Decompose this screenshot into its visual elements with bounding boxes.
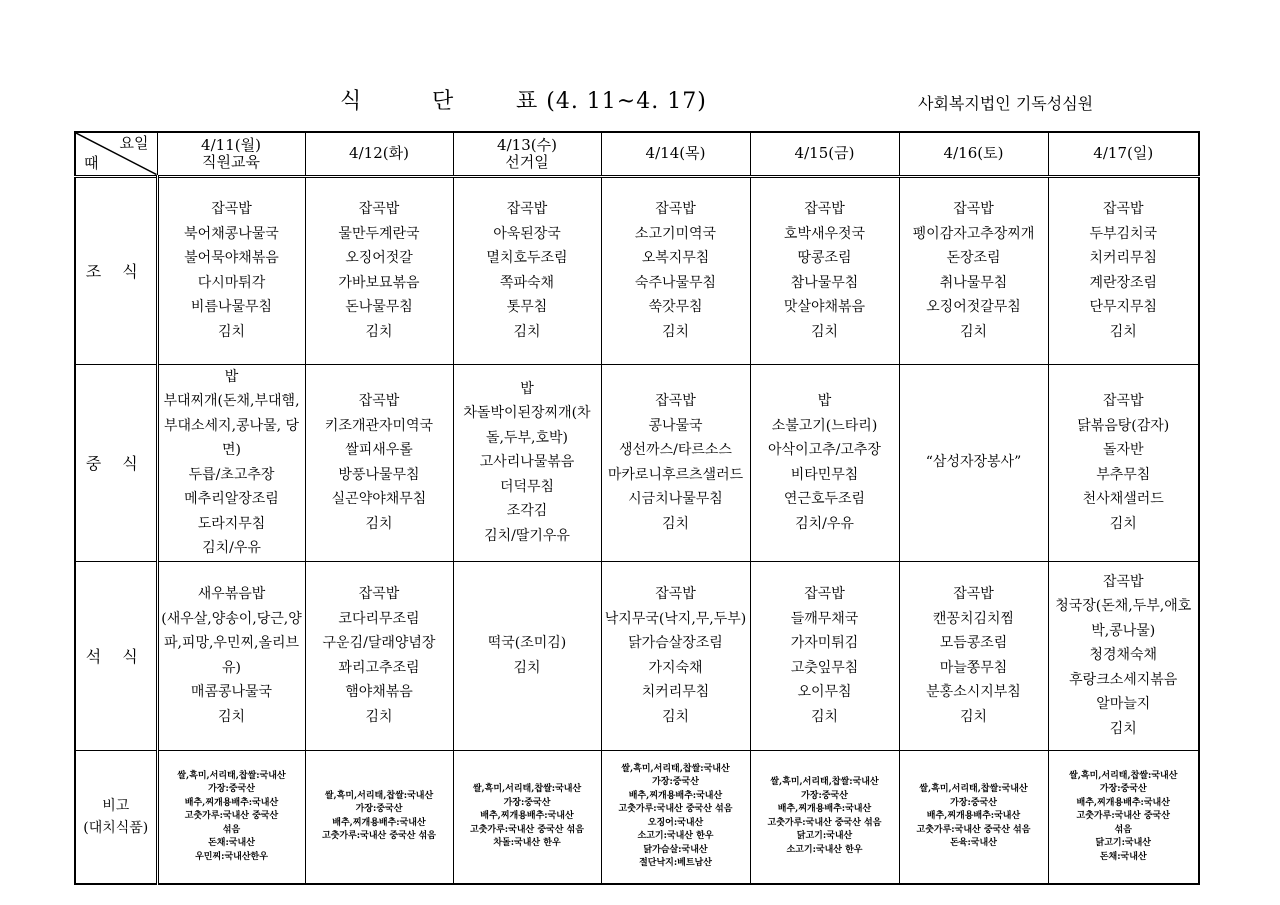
menu-item: 김치: [217, 323, 246, 340]
note-line: 쌀,흑미,서리태,찹쌀:국내산: [1069, 770, 1178, 781]
note-line: 배추,찌개용배추:국내산: [1076, 797, 1170, 808]
meal-label-line: (대치식품): [83, 819, 149, 836]
menu-item: 잡곡밥: [358, 586, 400, 602]
menu-item: 시금치나물무침: [628, 491, 723, 507]
menu-item: 돌자반: [1102, 442, 1144, 458]
menu-cell: [1048, 561, 1199, 750]
menu-item: 돈나물무침: [345, 299, 413, 315]
menu-item: 후랑크소세지볶음: [1069, 671, 1178, 688]
menu-item: 잡곡밥: [953, 201, 994, 217]
menu-cell: [453, 176, 601, 364]
menu-item: 김치: [513, 323, 541, 340]
menu-item: 북어채콩나물국: [184, 225, 279, 242]
note-line: 소고기:국내산 한우: [786, 844, 863, 855]
menu-item: 다시마튀각: [197, 274, 266, 291]
note-line: 쌀,흑미,서리태,찹쌀:국내산: [770, 777, 879, 788]
note-line: 절단낙지:베트남산: [639, 858, 712, 869]
menu-cell: [1048, 364, 1199, 561]
menu-cell: [750, 561, 899, 750]
menu-item: 비타민무침: [790, 466, 859, 483]
menu-item: 부대찌개(돈채,부대햄,부대소세지,콩나물, 당면): [163, 393, 300, 458]
note-cell: [750, 750, 899, 884]
meal-label-line: 비고: [102, 797, 130, 814]
menu-item: 콩나물국: [648, 417, 703, 434]
corner-day-label: 요일: [119, 134, 149, 152]
menu-item: 아욱된장국: [493, 225, 561, 242]
menu-item: 잡곡밥: [655, 201, 696, 217]
meal-plan-table: [74, 131, 1200, 885]
note-cell: [305, 750, 453, 884]
menu-item: 잡곡밥: [358, 201, 400, 217]
day-header-line: 4/13(수): [497, 135, 557, 154]
menu-item: 김치: [513, 659, 541, 676]
note-cell: [899, 750, 1048, 884]
meal-row-dinner: [75, 561, 1199, 750]
menu-item: 물만두계란국: [338, 225, 420, 242]
note-line: 가장:중국산: [652, 777, 699, 788]
note-line: 돈채:국내산: [1099, 851, 1147, 862]
menu-cell: [157, 364, 305, 561]
menu-item: 톳무침: [506, 299, 548, 315]
note-line: 가장:중국산: [503, 797, 551, 808]
header-row: [75, 132, 1199, 176]
menu-item: 잡곡밥: [953, 586, 994, 602]
menu-item: 실곤약야채무침: [331, 491, 427, 507]
day-header-4: [750, 132, 899, 176]
menu-item: 호박새우젓국: [783, 225, 866, 242]
menu-cell: [601, 176, 750, 364]
menu-item: 메추리알장조림: [184, 491, 279, 507]
note-line: 배추,찌개용배추:국내산: [332, 817, 426, 828]
menu-item: 불어묵야채볶음: [184, 250, 279, 266]
menu-cell: [899, 364, 1048, 561]
menu-item: 잡곡밥: [655, 393, 696, 409]
menu-item: 김치/우유: [795, 515, 854, 532]
menu-item: 오징어젓갈: [345, 250, 413, 266]
note-line: 쌀,흑미,서리태,찹쌀:국내산: [472, 784, 582, 794]
day-header-1: [305, 132, 453, 176]
note-cell: [1048, 750, 1199, 884]
menu-item: 청국장(돈채,두부,애호박,콩나물): [1055, 598, 1192, 639]
note-line: 가장:중국산: [801, 790, 848, 801]
note-line: 배추,찌개용배추:국내산: [777, 804, 872, 815]
menu-item: 부추무침: [1096, 466, 1151, 483]
menu-item: 천사채샐러드: [1082, 491, 1164, 507]
menu-item: 오이무침: [797, 684, 852, 700]
note-line: 고춧가루:국내산 중국산: [1076, 811, 1170, 821]
day-header-5: [899, 132, 1048, 176]
menu-item: 김치: [959, 323, 988, 340]
note-line: 소고기:국내산 한우: [637, 831, 714, 842]
day-header-line: 선거일: [505, 152, 549, 171]
note-line: 닭고기:국내산: [796, 831, 853, 842]
corner-meal-label: 때: [84, 153, 99, 172]
menu-item: 김치: [810, 708, 839, 725]
menu-item: 비름나물무침: [190, 299, 273, 315]
menu-item: (새우살,양송이,당근,양파,피망,우민찌,올리브유): [161, 610, 302, 676]
menu-item: 잡곡밥: [1102, 573, 1144, 590]
menu-item: 마카로니후르츠샐러드: [607, 466, 744, 483]
menu-item: 맛살야채볶음: [783, 299, 866, 315]
day-header-6: [1048, 132, 1199, 176]
note-cell: [157, 750, 305, 884]
menu-item: 단무지무침: [1089, 299, 1158, 315]
note-line: 돈채:국내산: [208, 838, 255, 848]
menu-item: 가바보묘볶음: [338, 274, 420, 291]
note-line: 고춧가루:국내산 중국산: [184, 811, 279, 821]
menu-cell: [601, 364, 750, 561]
meal-label: 석 식: [75, 561, 157, 750]
note-line: 배추,찌개용배추:국내산: [628, 790, 723, 801]
menu-item: “삼성자장봉사”: [925, 454, 1022, 471]
menu-cell: [453, 561, 601, 750]
menu-item: 햄야채볶음: [345, 684, 413, 700]
menu-item: 치커리무침: [1089, 250, 1158, 266]
note-line: 배추,찌개용배추:국내산: [480, 811, 574, 821]
menu-item: 마늘쫑무침: [939, 659, 1008, 676]
menu-item: 고사리나물볶음: [479, 454, 575, 471]
menu-item: 김치: [365, 708, 393, 725]
note-line: 배추,찌개용배추:국내산: [926, 811, 1021, 821]
menu-item: 계란장조림: [1089, 274, 1158, 291]
title-part-2: 단: [432, 89, 455, 114]
note-line: 쌀,흑미,서리태,찹쌀:국내산: [621, 763, 730, 774]
note-line: 차돌:국내산 한우: [493, 838, 561, 848]
note-line: 우민찌:국내산한우: [195, 851, 268, 862]
menu-item: 잡곡밥: [506, 201, 548, 217]
menu-item: 김치: [661, 708, 690, 725]
menu-item: 가지숙채: [648, 659, 703, 676]
menu-cell: [305, 176, 453, 364]
note-line: 쌀,흑미,서리태,찹쌀:국내산: [324, 790, 434, 801]
day-header-line: 4/16(토): [943, 144, 1004, 163]
note-line: 쌀,흑미,서리태,찹쌀:국내산: [177, 770, 286, 781]
day-header-line: 4/12(화): [349, 144, 409, 163]
page-title: [340, 84, 707, 115]
day-header-line: 4/14(목): [645, 144, 706, 163]
note-line: 돈육:국내산: [950, 838, 997, 848]
menu-item: 알마늘지: [1096, 696, 1151, 713]
menu-item: 김치: [365, 515, 393, 532]
corner-cell: [75, 132, 157, 176]
menu-cell: [750, 176, 899, 364]
note-cell: [453, 750, 601, 884]
menu-cell: [1048, 176, 1199, 364]
title-part-3: 표 (4. 11~4. 17): [516, 89, 707, 114]
menu-item: 참나물무침: [790, 274, 859, 291]
note-line: 배추,찌개용배추:국내산: [184, 797, 279, 808]
note-line: 닭고기:국내산: [1095, 838, 1151, 848]
meal-label: [75, 750, 157, 884]
day-header-0: [157, 132, 305, 176]
menu-item: 김치: [217, 708, 246, 725]
menu-item: 쌀피새우롤: [345, 442, 413, 458]
menu-cell: [453, 364, 601, 561]
menu-item: 캔꽁치김치찜: [932, 610, 1015, 627]
menu-cell: [899, 561, 1048, 750]
menu-cell: [157, 176, 305, 364]
menu-item: 김치: [1109, 323, 1137, 340]
meal-row-breakfast: [75, 176, 1199, 364]
menu-item: 김치: [661, 323, 690, 340]
menu-item: 김치: [959, 708, 988, 725]
note-line: 고춧가루:국내산 중국산 섞음: [916, 824, 1031, 835]
menu-item: 멸치호두조림: [486, 250, 568, 266]
menu-item: 낙지무국(낙지,무,두부): [604, 610, 747, 627]
menu-item: 떡국(조미김): [487, 635, 567, 651]
menu-item: 펭이감자고추장찌개: [912, 225, 1035, 242]
organization-name: 사회복지법인 기독성심원: [918, 94, 1094, 113]
menu-item: 조각김: [506, 503, 548, 520]
note-line: 고춧가루:국내산 중국산 섞음: [767, 817, 882, 828]
menu-item: 쪽파숙채: [499, 274, 555, 291]
note-line: 고춧가루:국내산 중국산 섞음: [322, 831, 436, 842]
menu-item: 구운김/달래양념장: [322, 635, 436, 651]
note-cell: [601, 750, 750, 884]
note-line: 오징어:국내산: [647, 817, 704, 828]
menu-item: 김치/우유: [202, 540, 261, 556]
menu-item: 잡곡밥: [211, 201, 252, 217]
menu-item: 잡곡밥: [804, 586, 845, 602]
meal-label: 조 식: [75, 176, 157, 364]
menu-item: 매콤콩나물국: [190, 684, 273, 700]
menu-item: 들깨무채국: [790, 610, 859, 627]
menu-cell: [899, 176, 1048, 364]
meal-row-lunch: [75, 364, 1199, 561]
menu-cell: [305, 364, 453, 561]
menu-item: 꽈리고추조림: [338, 659, 420, 676]
menu-item: 방풍나물무침: [338, 466, 420, 483]
menu-item: 밥: [520, 380, 534, 397]
menu-cell: [305, 561, 453, 750]
day-header-3: [601, 132, 750, 176]
menu-item: 두릅/초고추장: [188, 466, 275, 483]
menu-item: 오복지무침: [641, 250, 710, 266]
note-line: 가장:중국산: [950, 797, 997, 808]
menu-item: 잡곡밥: [804, 201, 845, 217]
menu-item: 김치: [365, 323, 393, 340]
day-header-line: 4/15(금): [794, 144, 855, 163]
note-line: 섞음: [222, 824, 241, 835]
note-line: 가장:중국산: [208, 784, 255, 794]
note-line: 가장:중국산: [1099, 784, 1147, 794]
menu-item: 취나물무침: [939, 274, 1008, 291]
menu-item: 김치: [810, 323, 839, 340]
menu-item: 도라지무침: [197, 515, 266, 532]
note-line: 닭가슴살:국내산: [643, 844, 708, 855]
menu-item: 밥: [817, 393, 832, 409]
menu-item: 차돌박이된장찌개(차돌,두부,호박): [463, 405, 591, 446]
menu-item: 생선까스/타르소스: [619, 442, 732, 458]
title-part-1: 식: [340, 89, 363, 114]
menu-item: 김치: [661, 515, 690, 532]
menu-item: 김치/딸기우유: [484, 527, 570, 544]
note-line: 고춧가루:국내산 중국산 섞음: [470, 824, 584, 835]
menu-item: 두부김치국: [1089, 225, 1158, 242]
menu-item: 김치: [1109, 720, 1137, 737]
day-header-line: 4/11(월): [201, 135, 261, 154]
menu-item: 연근호두조림: [783, 491, 866, 507]
menu-item: 숙주나물무침: [634, 274, 717, 291]
menu-item: 쑥갓무침: [648, 299, 703, 315]
menu-item: 잡곡밥: [1102, 393, 1144, 409]
menu-item: 오징어젓갈무침: [926, 299, 1021, 315]
menu-item: 소고기미역국: [634, 225, 717, 242]
day-header-line: 직원교육: [202, 152, 260, 171]
menu-item: 키조개관자미역국: [324, 417, 434, 434]
menu-item: 모듬콩조림: [939, 635, 1008, 651]
menu-item: 아삭이고추/고추장: [768, 442, 881, 458]
menu-item: 코다리무조림: [338, 610, 420, 627]
menu-item: 고춧잎무침: [790, 659, 859, 676]
menu-item: 청경채숙채: [1089, 647, 1158, 664]
menu-item: 잡곡밥: [655, 586, 696, 602]
menu-item: 밥: [224, 368, 239, 385]
menu-cell: [601, 561, 750, 750]
meal-label: 중 식: [75, 364, 157, 561]
menu-cell: [750, 364, 899, 561]
day-header-2: [453, 132, 601, 176]
note-line: 가장:중국산: [355, 804, 403, 815]
menu-item: 김치: [1109, 515, 1137, 532]
menu-item: 잡곡밥: [358, 393, 400, 409]
menu-item: 치커리무침: [641, 684, 710, 700]
note-line: 섞음: [1114, 824, 1132, 835]
menu-item: 돈장조림: [946, 250, 1001, 266]
meal-row-note: [75, 750, 1199, 884]
menu-item: 새우볶음밥: [197, 586, 266, 602]
note-line: 쌀,흑미,서리태,찹쌀:국내산: [919, 784, 1028, 794]
note-line: 고춧가루:국내산 중국산 섞음: [618, 804, 733, 815]
menu-item: 분홍소시지부침: [926, 684, 1021, 700]
menu-cell: [157, 561, 305, 750]
menu-item: 땅콩조림: [797, 250, 852, 266]
menu-item: 소불고기(느타리): [771, 417, 878, 434]
menu-item: 잡곡밥: [1102, 201, 1144, 217]
day-header-line: 4/17(일): [1093, 144, 1154, 163]
menu-item: 닭가슴살장조림: [628, 635, 723, 651]
menu-item: 더덕무침: [499, 478, 555, 495]
menu-item: 닭볶음탕(감자): [1077, 417, 1170, 434]
menu-item: 가자미튀김: [790, 635, 859, 651]
